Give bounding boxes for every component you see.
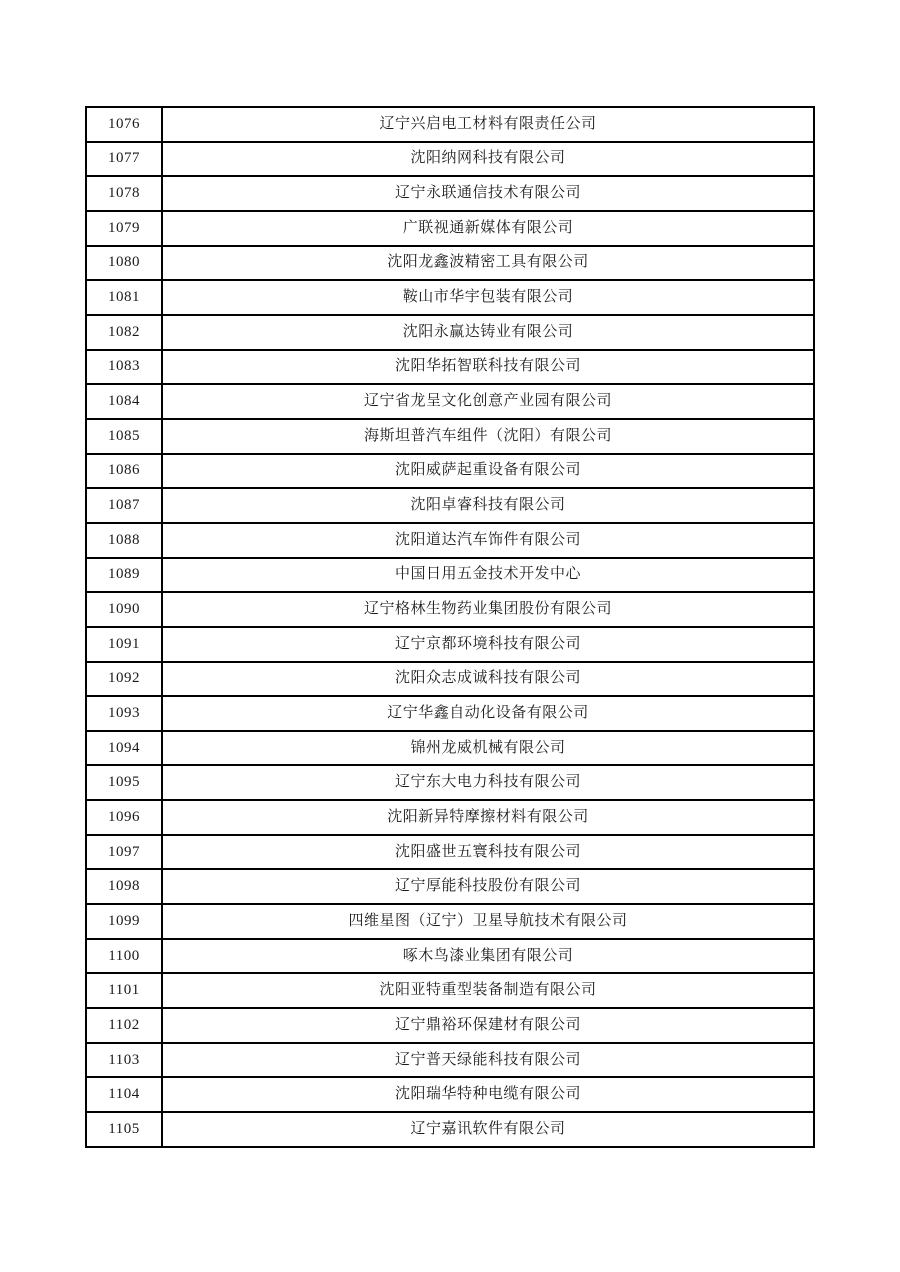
row-number: 1092 <box>86 662 162 697</box>
company-name: 沈阳龙鑫波精密工具有限公司 <box>162 246 814 281</box>
table-row <box>86 488 814 523</box>
company-name: 辽宁永联通信技术有限公司 <box>162 176 814 211</box>
row-number: 1105 <box>86 1112 162 1147</box>
table-row <box>86 731 814 766</box>
company-name: 中国日用五金技术开发中心 <box>162 558 814 593</box>
company-name: 海斯坦普汽车组件（沈阳）有限公司 <box>162 419 814 454</box>
company-name: 沈阳永赢达铸业有限公司 <box>162 315 814 350</box>
table-row <box>86 662 814 697</box>
row-number: 1084 <box>86 384 162 419</box>
row-number: 1099 <box>86 904 162 939</box>
table-row <box>86 454 814 489</box>
company-name: 沈阳威萨起重设备有限公司 <box>162 454 814 489</box>
row-number: 1080 <box>86 246 162 281</box>
row-number: 1078 <box>86 176 162 211</box>
company-name: 沈阳瑞华特种电缆有限公司 <box>162 1077 814 1112</box>
table-row <box>86 142 814 177</box>
table-row <box>86 419 814 454</box>
table-row <box>86 696 814 731</box>
row-number: 1101 <box>86 973 162 1008</box>
company-name: 辽宁华鑫自动化设备有限公司 <box>162 696 814 731</box>
row-number: 1077 <box>86 142 162 177</box>
row-number: 1097 <box>86 835 162 870</box>
table-row <box>86 904 814 939</box>
company-name: 啄木鸟漆业集团有限公司 <box>162 939 814 974</box>
table-row <box>86 1112 814 1147</box>
table-row <box>86 523 814 558</box>
row-number: 1098 <box>86 869 162 904</box>
table-row <box>86 627 814 662</box>
company-name: 沈阳亚特重型装备制造有限公司 <box>162 973 814 1008</box>
company-name: 沈阳盛世五寰科技有限公司 <box>162 835 814 870</box>
company-name: 辽宁格林生物药业集团股份有限公司 <box>162 592 814 627</box>
company-name: 锦州龙威机械有限公司 <box>162 731 814 766</box>
company-name: 辽宁厚能科技股份有限公司 <box>162 869 814 904</box>
table-row <box>86 939 814 974</box>
row-number: 1076 <box>86 107 162 142</box>
row-number: 1090 <box>86 592 162 627</box>
row-number: 1094 <box>86 731 162 766</box>
table-row <box>86 1043 814 1078</box>
row-number: 1100 <box>86 939 162 974</box>
row-number: 1083 <box>86 350 162 385</box>
company-name: 鞍山市华宇包装有限公司 <box>162 280 814 315</box>
table-row <box>86 384 814 419</box>
company-name: 辽宁省龙呈文化创意产业园有限公司 <box>162 384 814 419</box>
table-row <box>86 1008 814 1043</box>
company-name: 辽宁普天绿能科技有限公司 <box>162 1043 814 1078</box>
row-number: 1102 <box>86 1008 162 1043</box>
row-number: 1103 <box>86 1043 162 1078</box>
table-row <box>86 973 814 1008</box>
table-row <box>86 315 814 350</box>
row-number: 1079 <box>86 211 162 246</box>
table-row <box>86 350 814 385</box>
row-number: 1104 <box>86 1077 162 1112</box>
company-name: 辽宁兴启电工材料有限责任公司 <box>162 107 814 142</box>
company-name: 广联视通新媒体有限公司 <box>162 211 814 246</box>
company-name: 沈阳卓睿科技有限公司 <box>162 488 814 523</box>
row-number: 1087 <box>86 488 162 523</box>
table-row <box>86 558 814 593</box>
row-number: 1093 <box>86 696 162 731</box>
row-number: 1082 <box>86 315 162 350</box>
row-number: 1085 <box>86 419 162 454</box>
table-row <box>86 211 814 246</box>
table-row <box>86 765 814 800</box>
row-number: 1086 <box>86 454 162 489</box>
table-row <box>86 176 814 211</box>
company-table <box>85 106 815 1148</box>
company-name: 沈阳众志成诚科技有限公司 <box>162 662 814 697</box>
company-table-body <box>86 107 814 1147</box>
table-row <box>86 1077 814 1112</box>
company-name: 辽宁东大电力科技有限公司 <box>162 765 814 800</box>
company-name: 沈阳纳网科技有限公司 <box>162 142 814 177</box>
company-name: 辽宁嘉讯软件有限公司 <box>162 1112 814 1147</box>
company-name: 四维星图（辽宁）卫星导航技术有限公司 <box>162 904 814 939</box>
row-number: 1091 <box>86 627 162 662</box>
table-row <box>86 280 814 315</box>
company-name: 沈阳道达汽车饰件有限公司 <box>162 523 814 558</box>
company-name: 沈阳华拓智联科技有限公司 <box>162 350 814 385</box>
table-row <box>86 800 814 835</box>
row-number: 1081 <box>86 280 162 315</box>
table-row <box>86 246 814 281</box>
company-name: 沈阳新异特摩擦材料有限公司 <box>162 800 814 835</box>
row-number: 1088 <box>86 523 162 558</box>
table-row <box>86 592 814 627</box>
company-name: 辽宁京都环境科技有限公司 <box>162 627 814 662</box>
table-row <box>86 107 814 142</box>
table-row <box>86 869 814 904</box>
company-name: 辽宁鼎裕环保建材有限公司 <box>162 1008 814 1043</box>
row-number: 1095 <box>86 765 162 800</box>
row-number: 1096 <box>86 800 162 835</box>
table-row <box>86 835 814 870</box>
row-number: 1089 <box>86 558 162 593</box>
